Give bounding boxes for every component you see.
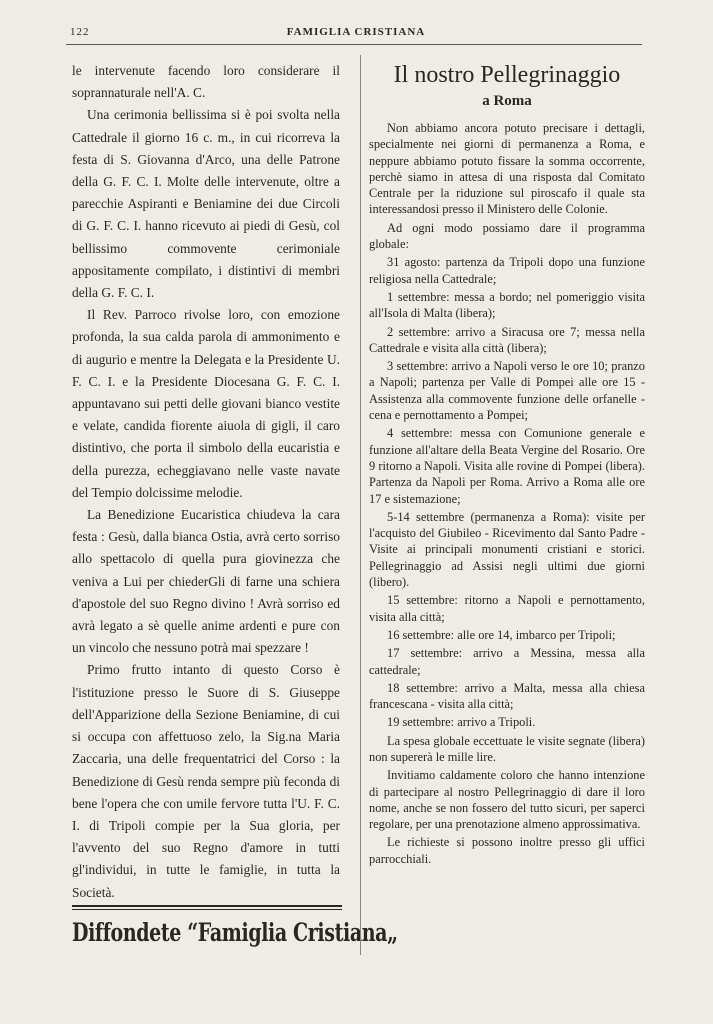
itinerary-item bbox=[369, 680, 645, 713]
itinerary-item bbox=[369, 358, 645, 423]
body-paragraph: le intervenute facendo loro considerare il soprannaturale nell'A. C. bbox=[72, 63, 340, 101]
article-paragraph: Le richieste si possono inoltre presso gli uffici parrocchiali. bbox=[369, 835, 645, 866]
body-paragraph: Il Rev. Parroco rivolse loro, con emozione profonda, la sua calda parola di ammonimento e di augurio e mentre la Delegata e la Presidente U. F. C. I. e la Presidente Diocesana G. F. C. I. appuntavano sui petti delle giovani bianco vestite e velate, candida fiorente aiuola di gigli, il caro distintivo, che porta il simbolo della eucaristia e della purezza, echeggiavano nelle vaste navate del Tempio dolcissime melodie. bbox=[72, 307, 340, 500]
itinerary-date: 1 settembre: bbox=[387, 289, 450, 304]
itinerary-text: ritorno a Napoli e pernottamento, visita alla città; bbox=[369, 593, 645, 624]
itinerary-item bbox=[369, 289, 645, 322]
column-divider bbox=[360, 55, 361, 955]
itinerary-date: 3 settembre: bbox=[387, 359, 449, 374]
itinerary-item bbox=[369, 425, 645, 506]
article-paragraph: Invitiamo caldamente coloro che hanno intenzione di partecipare al nostro Pellegrinaggio di dare il loro nome, anche se non fossero del tutto sicuri, per saperci regolare, per una prenotazione almeno approssimativa. bbox=[369, 768, 645, 832]
body-paragraph: Primo frutto intanto di questo Corso è l'istituzione presso le Suore di S. Giuseppe dell'Apparizione della Sezione Beniamine, di cui si occupa con affettuoso zelo, la Sig.na Maria Zaccaria, una delle frequentatrici del Corso : la Benedizione di Gesù renda sempre più feconda di bene l'opera che con umile fervore tutta l'U. F. C. I. di Tripoli compie per la Sua gloria, per l'avvento del suo Regno d'amore in tutti gl'individui, in tutte le famiglie, in tutta la Società. bbox=[72, 662, 340, 900]
article-subtitle: a Roma bbox=[482, 93, 532, 109]
itinerary-date: 5-14 settembre bbox=[387, 509, 465, 524]
itinerary-date: 16 settembre: bbox=[387, 627, 455, 642]
itinerary-date: 2 settembre: bbox=[387, 324, 451, 339]
itinerary-date: 4 settembre: bbox=[387, 426, 453, 441]
itinerary-item bbox=[369, 627, 645, 643]
promo-banner: Diffondete “Famiglia Cristiana„ bbox=[72, 918, 398, 947]
left-column bbox=[72, 60, 340, 904]
right-column bbox=[369, 60, 645, 869]
itinerary-item bbox=[369, 509, 645, 590]
article-paragraph: La spesa globale eccettuate le visite segnate (libera) non supererà le mille lire. bbox=[369, 733, 645, 764]
itinerary-text: (permanenza a Roma): visite per l'acquisto del Giubileo - Ricevimento dal Santo Padre - Visite ai principali monumenti cristiani e storici. Pellegrinaggio ad Assisi negli ultimi due giorni (libero). bbox=[369, 509, 645, 590]
itinerary-text: partenza da Tripoli dopo una funzione religiosa nella Cattedrale; bbox=[369, 255, 646, 286]
itinerary-item bbox=[369, 645, 645, 678]
body-paragraph: Una cerimonia bellissima si è poi svolta nella Cattedrale il giorno 16 c. m., in cui ricorreva la festa di S. Giovanna d'Arco, una delle Patrone della G. F. C. I. Molte delle intervenute, oltre a parecchie Aspiranti e Beniamine dei due Circoli di G. F. C. I. hanno ricevuto ai piedi di Gesù, col bellissimo commovente cerimoniale appositamente compilato, i distintivi di membri della G. F. C. I. bbox=[72, 107, 340, 301]
itinerary-item bbox=[369, 324, 645, 357]
header-rule bbox=[66, 44, 642, 45]
itinerary-text: alle ore 14, imbarco per Tripoli; bbox=[454, 627, 616, 642]
itinerary-text: arrivo a Malta, messa alla chiesa francescana - visita alla città; bbox=[369, 680, 645, 712]
banner-rule bbox=[72, 905, 342, 910]
itinerary-item bbox=[369, 714, 645, 730]
page-header bbox=[70, 26, 642, 42]
itinerary-text: messa a bordo; nel pomeriggio visita all'Isola di Malta (libera); bbox=[369, 289, 645, 321]
itinerary-text: arrivo a Napoli verso le ore 10; pranzo a Napoli; partenza per Valle di Pompei alle ore 15 - Assistenza alla commovente funzione delle orfanelle - cena e pernottamento a Pompei; bbox=[369, 359, 645, 423]
itinerary-date: 31 agosto: bbox=[387, 255, 441, 270]
itinerary-text: arrivo a Siracusa ore 7; messa nella Cattedrale e visita alla città (libera); bbox=[369, 324, 645, 355]
article-title: Il nostro Pellegrinaggio bbox=[393, 62, 621, 88]
itinerary-text: arrivo a Tripoli. bbox=[454, 715, 536, 730]
itinerary-date: 19 settembre: bbox=[387, 715, 455, 730]
page-number: 122 bbox=[70, 26, 90, 38]
itinerary-item bbox=[369, 592, 645, 625]
itinerary-date: 17 settembre: bbox=[387, 646, 463, 661]
itinerary-text: arrivo a Messina, messa alla cattedrale; bbox=[369, 646, 645, 677]
article-paragraph: Non abbiamo ancora potuto precisare i dettagli, specialmente nei giorni di permanenza a Roma, e neppure abbiamo potuto fissare la somma occorrente, perchè siamo in attesa di una risposta dal Comitato Centrale per la riduzione sul piroscafo il quale sta interessandosi presso il Ministero delle Colonie. bbox=[369, 121, 645, 217]
body-paragraph: La Benedizione Eucaristica chiudeva la cara festa : Gesù, dalla bianca Ostia, avrà certo sorriso allo spettacolo di quella pura giovinezza che veniva a Lui per chiederGli di farne una schiera d'apostole del suo Regno divino ! Avrà sorriso ed avrà legato a sè quelle anime ardenti e pure con un vincolo che nessuno potrà mai spezzare ! bbox=[72, 507, 340, 656]
itinerary-date: 18 settembre: bbox=[387, 680, 458, 695]
running-title: FAMIGLIA CRISTIANA bbox=[286, 26, 426, 38]
itinerary-item bbox=[369, 254, 645, 287]
article-paragraph: Ad ogni modo possiamo dare il programma globale: bbox=[369, 220, 645, 252]
itinerary-date: 15 settembre: bbox=[387, 593, 458, 608]
itinerary-text: messa con Comunione generale e funzione all'altare della Beata Vergine del Rosario. Ore 9 ritorno a Napoli. Visita alle rovine di Pompei (libera). Partenza da Napoli per Roma. Arrivo a Roma alle ore 17 e sistemazione; bbox=[369, 426, 645, 506]
